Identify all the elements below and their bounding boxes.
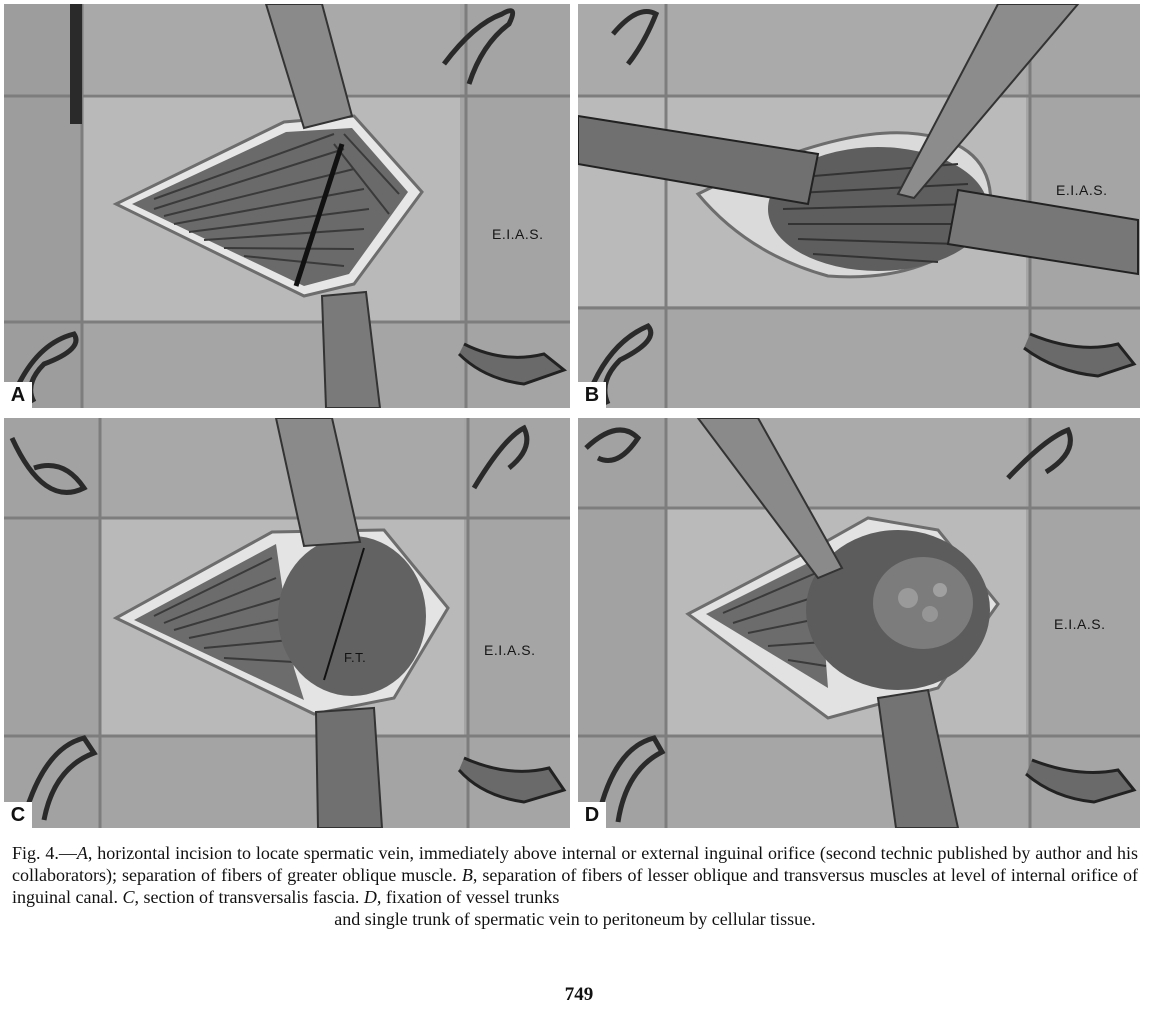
panel-d [578, 418, 1140, 828]
caption-letter-d: D [363, 887, 377, 907]
caption-letter-a: A [76, 843, 88, 863]
panel-c-landmark-label: E.I.A.S. [484, 642, 536, 658]
panel-c-illustration [4, 418, 570, 828]
caption-text-d: , fixation of vessel trunks [376, 887, 560, 907]
caption-text-a: , horizontal incision to locate spermatic vein, immediately above internal or external inguinal orifice (second technic published by author and his collaborators); separation of fibers of greater oblique muscle. [12, 843, 1138, 885]
panel-b-letter: B [578, 382, 606, 408]
caption-letter-c: C [122, 887, 135, 907]
panel-b-illustration [578, 4, 1140, 408]
panel-a-landmark-label: E.I.A.S. [492, 226, 544, 242]
panel-b-landmark-label: E.I.A.S. [1056, 182, 1108, 198]
panel-c [4, 418, 570, 828]
panel-a-illustration [4, 4, 570, 408]
panel-b [578, 4, 1140, 408]
figure-caption [12, 842, 1138, 930]
panel-c-letter: C [4, 802, 32, 828]
panel-d-letter: D [578, 802, 606, 828]
caption-letter-b: B [461, 865, 473, 885]
panel-a-letter: A [4, 382, 32, 408]
caption-text-c: , section of transversalis fascia. [134, 887, 364, 907]
panel-d-landmark-label: E.I.A.S. [1054, 616, 1106, 632]
caption-fig-label: Fig. 4.— [12, 843, 77, 863]
caption-text-b: , separation of fibers of lesser oblique and transversus muscles at level of internal orifice of inguinal canal. [12, 865, 1138, 907]
panel-a [4, 4, 570, 408]
page-number: 749 [564, 984, 594, 1005]
caption-last-line: and single trunk of spermatic vein to peritoneum by cellular tissue. [334, 909, 816, 929]
panel-c-inner-label: F.T. [344, 650, 367, 665]
figure-plate [4, 4, 1140, 828]
